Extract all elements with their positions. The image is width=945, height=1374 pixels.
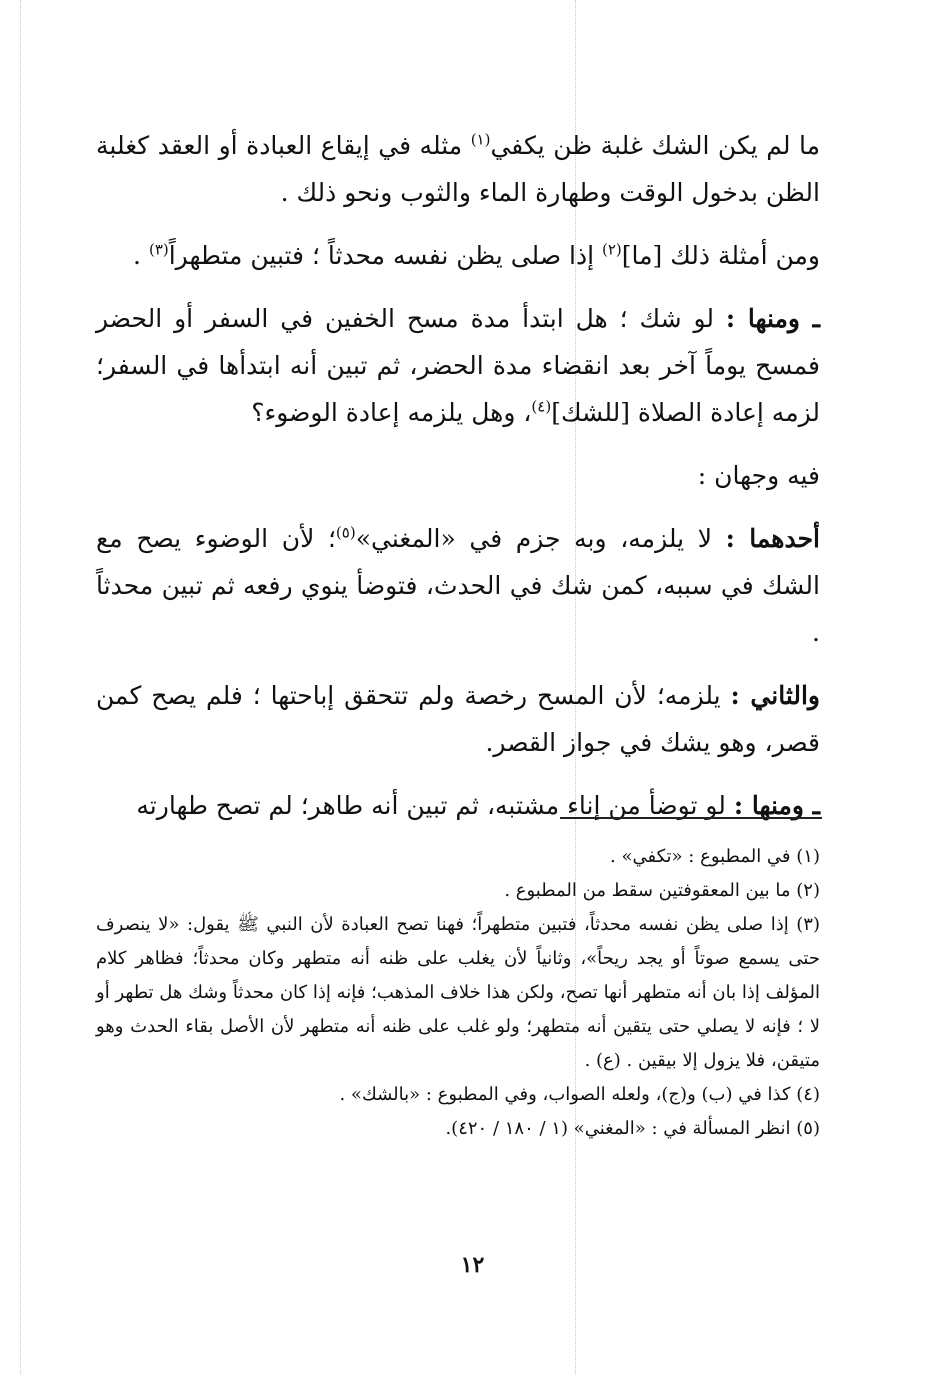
footnote-5: (٥) انظر المسألة في : «المغني» (١ / ١٨٠ / ٤٢٠).	[445, 1118, 820, 1139]
footnote-ref: (٢)	[601, 240, 622, 259]
scan-edge-dots	[20, 0, 21, 1374]
footnote-ref: (٤)	[531, 397, 552, 416]
footnote-4: (٤) كذا في (ب) و(ج)، ولعله الصواب، وفي المطبوع : «بالشك» .	[339, 1084, 820, 1105]
paragraph-lead: ـ ومنها :	[725, 304, 820, 333]
paragraph-3: ـ ومنها : لو شك ؛ هل ابتدأ مدة مسح الخفين في السفر أو الحضر فمسح يوماً آخر بعد انقضاء مدة الحضر، ثم تبين أنه ابتدأها في السفر؛ لزمه إعادة الصلاة [للشك]$^{(٤)}$، وهل يلزمه إعادة الوضوء؟	[96, 304, 820, 427]
paragraph-2: ومن أمثلة ذلك [ما]$^{(٢)}$ إذا صلى يظن نفسه محدثاً ؛ فتبين متطهراً$^{(٣)}$ .	[133, 240, 820, 270]
footnote-separator	[560, 817, 822, 819]
paragraph-1: ما لم يكن الشك غلبة ظن يكفي$^{(١)}$ مثله في إيقاع العبادة أو العقد كغلبة الظن بدخول الوقت وطهارة الماء والثوب ونحو ذلك .	[96, 130, 820, 207]
footnote-ref: (٣)	[148, 240, 169, 259]
paragraph-7: ـ ومنها : لو توضأ من إناء مشتبه، ثم تبين أنه طاهر؛ لم تصح طهارته	[136, 791, 820, 820]
footnote-ref: (١)	[470, 130, 491, 149]
footnote-1: (١) في المطبوع : «تكفي» .	[610, 846, 820, 867]
footnote-2: (٢) ما بين المعقوفتين سقط من المطبوع .	[504, 880, 820, 901]
paragraph-6: والثاني : يلزمه؛ لأن المسح رخصة ولم تتحقق إباحتها ؛ فلم يصح كمن قصر، وهو يشك في جواز القصر.	[96, 681, 820, 757]
main-body-text	[96, 122, 820, 845]
paragraph-lead: ـ ومنها :	[733, 791, 820, 820]
footnote-ref: (٥)	[335, 523, 356, 542]
page-number: ١٢	[460, 1252, 485, 1278]
footnote-3: (٣) إذا صلى يظن نفسه محدثاً، فتبين متطهراً؛ فهنا تصح العبادة لأن النبي ﷺ يقول: «لا ينصرف حتى يسمع صوتاً أو يجد ريحاً»، وثانياً لأن يغلب على ظنه أنه متطهر وكان محدثاً؛ فظاهر كلام المؤلف إذا بان أنه متطهر أنها تصح، ولكن هذا خلاف المذهب؛ فإنه إذا كان محدثاً وشك هل تطهر أو لا ؛ فإنه لا يصلي حتى يتقين أنه متطهر؛ ولو غلب على ظنه أنه متطهر لأن الأصل بقاء الحدث وهو متيقن، فلا يزول إلا بيقين . (ع) .	[96, 914, 820, 1071]
paragraph-lead: أحدهما :	[725, 524, 820, 553]
paragraph-4: فيه وجهان :	[697, 461, 820, 490]
paragraph-lead: والثاني :	[730, 681, 820, 710]
footnotes	[96, 840, 820, 1146]
paragraph-5: أحدهما : لا يلزمه، وبه جزم في «المغني»$^{(٥)}$؛ لأن الوضوء يصح مع الشك في سببه، كمن شك في الحدث، فتوضأ ينوي رفعه ثم تبين محدثاً .	[96, 523, 820, 647]
